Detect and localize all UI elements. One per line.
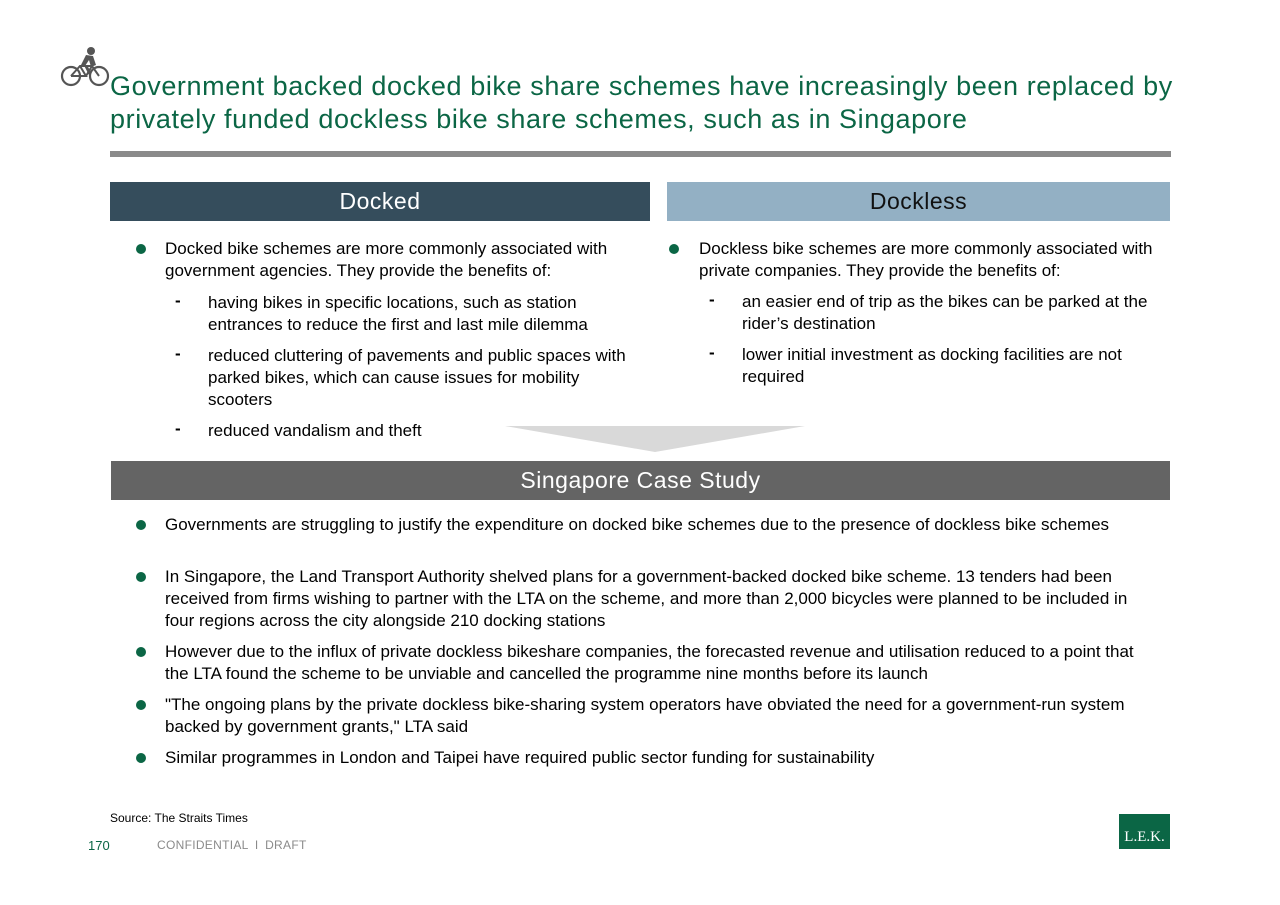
title-divider: [110, 151, 1171, 157]
docked-heading: Docked: [110, 182, 650, 221]
source-value: The Straits Times: [154, 811, 248, 825]
confidentiality-label: [157, 838, 307, 852]
dockless-benefit-2: lower initial investment as docking facilities are not required: [742, 345, 1122, 386]
docked-intro-text: Docked bike schemes are more commonly associated with government agencies. They provide the benefits of:: [165, 239, 608, 280]
cyclist-icon: [60, 46, 110, 90]
bullet-dot-icon: [136, 244, 146, 254]
case-bullet-text: Governments are struggling to justify the expenditure on docked bike schemes due to the presence of dockless bike schemes: [165, 515, 1110, 534]
page-title: Government backed docked bike share schemes have increasingly been replaced by privately funded dockless bike share schemes, such as in Singapore: [110, 71, 1173, 134]
bullet-dot-icon: [136, 700, 146, 710]
page-number: 170: [88, 838, 110, 853]
dockless-benefit-1: an easier end of trip as the bikes can be parked at the rider’s destination: [742, 292, 1148, 333]
case-bullet-4: [110, 694, 1160, 738]
draft-text: DRAFT: [265, 838, 307, 852]
case-study-heading: Singapore Case Study: [111, 461, 1170, 500]
docked-benefit-1: having bikes in specific locations, such as station entrances to reduce the first and last mile dilemma: [208, 293, 588, 334]
dash-icon: -: [709, 343, 715, 362]
dash-icon: -: [175, 291, 181, 310]
docked-benefit-2: reduced cluttering of pavements and public spaces with parked bikes, which can cause issues for mobility scooters: [208, 346, 626, 409]
bullet-dot-icon: [136, 572, 146, 582]
case-bullet-text: However due to the influx of private dockless bikeshare companies, the forecasted revenue and utilisation reduced to a point that the LTA found the scheme to be unviable and cancelled the programme nine months before its launch: [165, 642, 1134, 683]
bullet-dot-icon: [136, 647, 146, 657]
case-bullet-text: In Singapore, the Land Transport Authority shelved plans for a government-backed docked bike scheme. 13 tenders had been received from firms wishing to partner with the LTA on the scheme, and more than 2,000 bicycles were planned to be included in four regions across the city alongside 210 docking stations: [165, 567, 1128, 630]
lek-logo: L.E.K.: [1119, 814, 1170, 849]
confidential-text: CONFIDENTIAL: [157, 838, 249, 852]
dockless-intro-bullet: [667, 238, 1170, 282]
bullet-dot-icon: [669, 244, 679, 254]
docked-intro-bullet: [110, 238, 650, 282]
case-bullet-2: [110, 566, 1160, 632]
bullet-dot-icon: [136, 753, 146, 763]
source-note: [110, 811, 248, 825]
dash-icon: -: [175, 419, 181, 438]
case-bullet-3: [110, 641, 1160, 685]
dash-icon: -: [175, 344, 181, 363]
dash-icon: -: [709, 290, 715, 309]
source-label: Source:: [110, 811, 152, 825]
dockless-heading: Dockless: [667, 182, 1170, 221]
separator: I: [254, 838, 259, 852]
case-bullet-text: Similar programmes in London and Taipei have required public sector funding for sustainability: [165, 748, 875, 767]
case-bullet-text: "The ongoing plans by the private dockless bike-sharing system operators have obviated the need for a government-run system backed by government grants," LTA said: [165, 695, 1125, 736]
down-arrow-icon: [505, 426, 805, 452]
dockless-intro-text: Dockless bike schemes are more commonly associated with private companies. They provide the benefits of:: [699, 239, 1153, 280]
docked-benefit-3: reduced vandalism and theft: [208, 421, 422, 440]
case-bullet-1: [110, 514, 1160, 536]
bullet-dot-icon: [136, 520, 146, 530]
case-bullet-5: [110, 747, 1160, 769]
